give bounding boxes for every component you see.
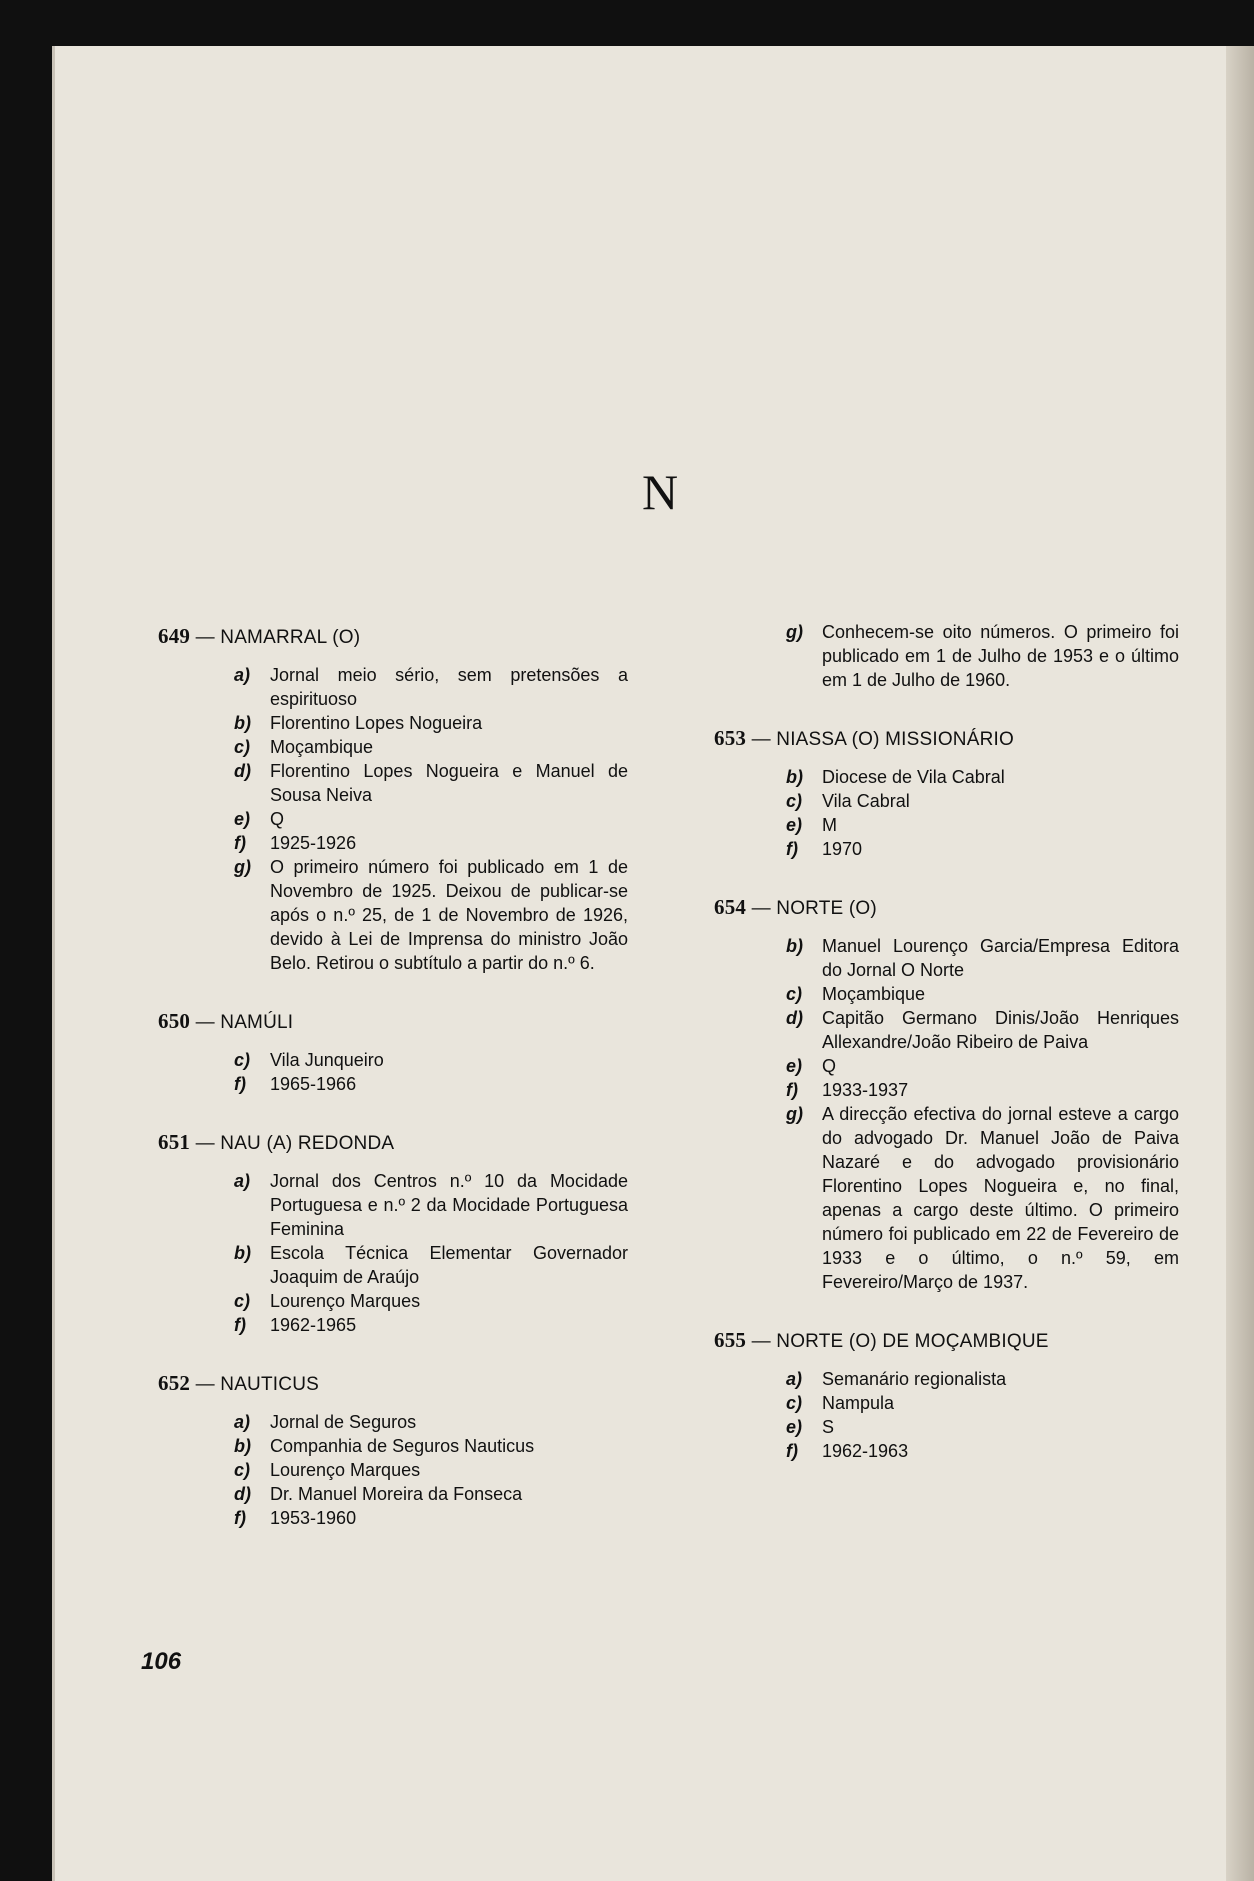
entry-name: — NAUTICUS	[190, 1374, 319, 1395]
entry-title	[714, 1328, 1179, 1353]
entry-field	[714, 1006, 1179, 1054]
field-value: A direcção efectiva do jornal esteve a cargo do advogado Dr. Manuel João de Paiva Nazaré e do advogado provisionário Florentino Lopes Nogueira e, no final, apenas a cargo deste último. O primeiro número foi publicado em 22 de Fevereiro de 1933 e o último, o n.º 59, em Fevereiro/Março de 1937.	[822, 1104, 1179, 1292]
field-key: g)	[786, 622, 803, 642]
entry-field	[158, 1289, 628, 1313]
field-value: 1953-1960	[270, 1508, 357, 1528]
field-key: e)	[234, 809, 251, 829]
field-value: 1933-1937	[822, 1080, 909, 1100]
entry-field	[158, 759, 628, 807]
field-value: Florentino Lopes Nogueira e Manuel de Sousa Neiva	[270, 761, 628, 805]
entry-field	[714, 765, 1179, 789]
catalog-entry	[714, 895, 1179, 1294]
catalog-entry	[714, 726, 1179, 861]
field-key: a)	[234, 665, 251, 685]
field-key: c)	[234, 1460, 251, 1480]
entry-field	[714, 1391, 1179, 1415]
field-value: 1970	[822, 839, 863, 859]
field-value: Escola Técnica Elementar Governador Joaquim de Araújo	[270, 1243, 628, 1287]
field-value: Vila Junqueiro	[270, 1050, 384, 1070]
catalog-entry	[158, 1130, 628, 1337]
entry-field	[158, 1482, 628, 1506]
field-value: Lourenço Marques	[270, 1291, 421, 1311]
entry-field	[158, 735, 628, 759]
entry-field	[158, 1241, 628, 1289]
entry-title	[158, 1130, 628, 1155]
field-value: 1962-1963	[822, 1441, 909, 1461]
entry-field	[158, 663, 628, 711]
field-key: c)	[234, 1291, 251, 1311]
entry-field	[158, 807, 628, 831]
field-key: b)	[234, 1436, 251, 1456]
field-key: b)	[786, 936, 803, 956]
field-key: f)	[234, 1315, 246, 1335]
field-value: Dr. Manuel Moreira da Fonseca	[270, 1484, 523, 1504]
entry-field	[714, 1054, 1179, 1078]
entry-name: — NORTE (O)	[746, 898, 877, 919]
field-key: e)	[786, 1417, 803, 1437]
field-value: Nampula	[822, 1393, 895, 1413]
entry-field	[714, 620, 1179, 692]
field-key: d)	[786, 1008, 803, 1028]
entry-field	[714, 837, 1179, 861]
entry-field	[158, 1434, 628, 1458]
catalog-entry	[714, 1328, 1179, 1463]
field-value: S	[822, 1417, 835, 1437]
adjacent-page-edge	[1226, 46, 1254, 1881]
field-value: 1962-1965	[270, 1315, 357, 1335]
entry-field	[714, 1078, 1179, 1102]
field-value: Vila Cabral	[822, 791, 910, 811]
field-value: Moçambique	[270, 737, 374, 757]
field-value: Q	[822, 1056, 837, 1076]
entry-field	[158, 1506, 628, 1530]
field-value: M	[822, 815, 837, 835]
field-key: f)	[234, 1074, 246, 1094]
entry-field	[714, 982, 1179, 1006]
field-key: c)	[234, 1050, 251, 1070]
field-key: f)	[786, 1080, 798, 1100]
field-key: g)	[234, 857, 251, 877]
entry-field	[158, 1313, 628, 1337]
entry-name: — NAMARRAL (O)	[190, 627, 361, 648]
entry-field	[714, 1415, 1179, 1439]
field-value: Florentino Lopes Nogueira	[270, 713, 483, 733]
field-key: b)	[234, 1243, 251, 1263]
field-key: f)	[786, 1441, 798, 1461]
field-key: c)	[234, 737, 251, 757]
field-value: Conhecem-se oito números. O primeiro foi publicado em 1 de Julho de 1953 e o último em 1 de Julho de 1960.	[822, 622, 1179, 690]
entry-field	[714, 1102, 1179, 1294]
entry-number: 650	[158, 1009, 191, 1033]
entry-number: 651	[158, 1130, 191, 1154]
entry-field	[158, 711, 628, 735]
entry-field	[158, 1169, 628, 1241]
entry-number: 649	[158, 624, 191, 648]
field-key: f)	[234, 1508, 246, 1528]
field-value: 1965-1966	[270, 1074, 357, 1094]
entry-title	[158, 1371, 628, 1396]
field-key: d)	[234, 1484, 251, 1504]
field-value: Semanário regionalista	[822, 1369, 1007, 1389]
field-key: c)	[786, 984, 803, 1004]
entry-number: 653	[714, 726, 747, 750]
field-value: 1925-1926	[270, 833, 357, 853]
field-key: d)	[234, 761, 251, 781]
field-key: a)	[234, 1171, 251, 1191]
entry-name: — NAMÚLI	[190, 1012, 294, 1033]
field-value: Q	[270, 809, 285, 829]
field-key: e)	[786, 815, 803, 835]
field-key: e)	[786, 1056, 803, 1076]
entry-name: — NAU (A) REDONDA	[190, 1133, 395, 1154]
catalog-entry	[158, 1371, 628, 1530]
field-key: f)	[234, 833, 246, 853]
field-value: Companhia de Seguros Nauticus	[270, 1436, 535, 1456]
field-value: Lourenço Marques	[270, 1460, 421, 1480]
field-value: Moçambique	[822, 984, 926, 1004]
entry-title	[714, 726, 1179, 751]
field-key: g)	[786, 1104, 803, 1124]
entry-name: — NIASSA (O) MISSIONÁRIO	[746, 729, 1014, 750]
field-value: Jornal dos Centros n.º 10 da Mocidade Portuguesa e n.º 2 da Mocidade Portuguesa Feminina	[270, 1171, 628, 1239]
field-value: Manuel Lourenço Garcia/Empresa Editora do Jornal O Norte	[822, 936, 1179, 980]
section-letter: N	[642, 464, 679, 520]
entry-field	[158, 1048, 628, 1072]
field-value: Jornal de Seguros	[270, 1412, 417, 1432]
entry-field	[158, 1072, 628, 1096]
field-key: b)	[234, 713, 251, 733]
left-column	[158, 624, 628, 1564]
entry-number: 655	[714, 1328, 747, 1352]
field-value: Diocese de Vila Cabral	[822, 767, 1005, 787]
continued-entry	[714, 620, 1179, 692]
entry-field	[158, 831, 628, 855]
field-value: O primeiro número foi publicado em 1 de Novembro de 1925. Deixou de publicar-se após o n.º 25, de 1 de Novembro de 1926, devido à Lei de Imprensa do ministro João Belo. Retirou o subtítulo a partir do n.º 6.	[270, 857, 628, 973]
catalog-entry	[158, 1009, 628, 1096]
field-key: c)	[786, 1393, 803, 1413]
entry-number: 652	[158, 1371, 191, 1395]
field-key: a)	[234, 1412, 251, 1432]
entry-title	[158, 1009, 628, 1034]
entry-number: 654	[714, 895, 747, 919]
field-key: c)	[786, 791, 803, 811]
field-value: Jornal meio sério, sem pretensões a espirituoso	[270, 665, 628, 709]
entry-name: — NORTE (O) DE MOÇAMBIQUE	[746, 1331, 1049, 1352]
page-number: 106	[141, 1648, 182, 1675]
entry-title	[714, 895, 1179, 920]
field-key: a)	[786, 1369, 803, 1389]
entry-field	[714, 1439, 1179, 1463]
page-gutter	[52, 46, 55, 1881]
right-column	[714, 620, 1179, 1497]
field-value: Capitão Germano Dinis/João Henriques Allexandre/João Ribeiro de Paiva	[822, 1008, 1179, 1052]
entry-title	[158, 624, 628, 649]
entry-field	[158, 1458, 628, 1482]
entry-field	[158, 1410, 628, 1434]
entry-field	[714, 1367, 1179, 1391]
entry-field	[158, 855, 628, 975]
field-key: b)	[786, 767, 803, 787]
entry-field	[714, 789, 1179, 813]
catalog-entry	[158, 624, 628, 975]
entry-field	[714, 813, 1179, 837]
entry-field	[714, 934, 1179, 982]
field-key: f)	[786, 839, 798, 859]
